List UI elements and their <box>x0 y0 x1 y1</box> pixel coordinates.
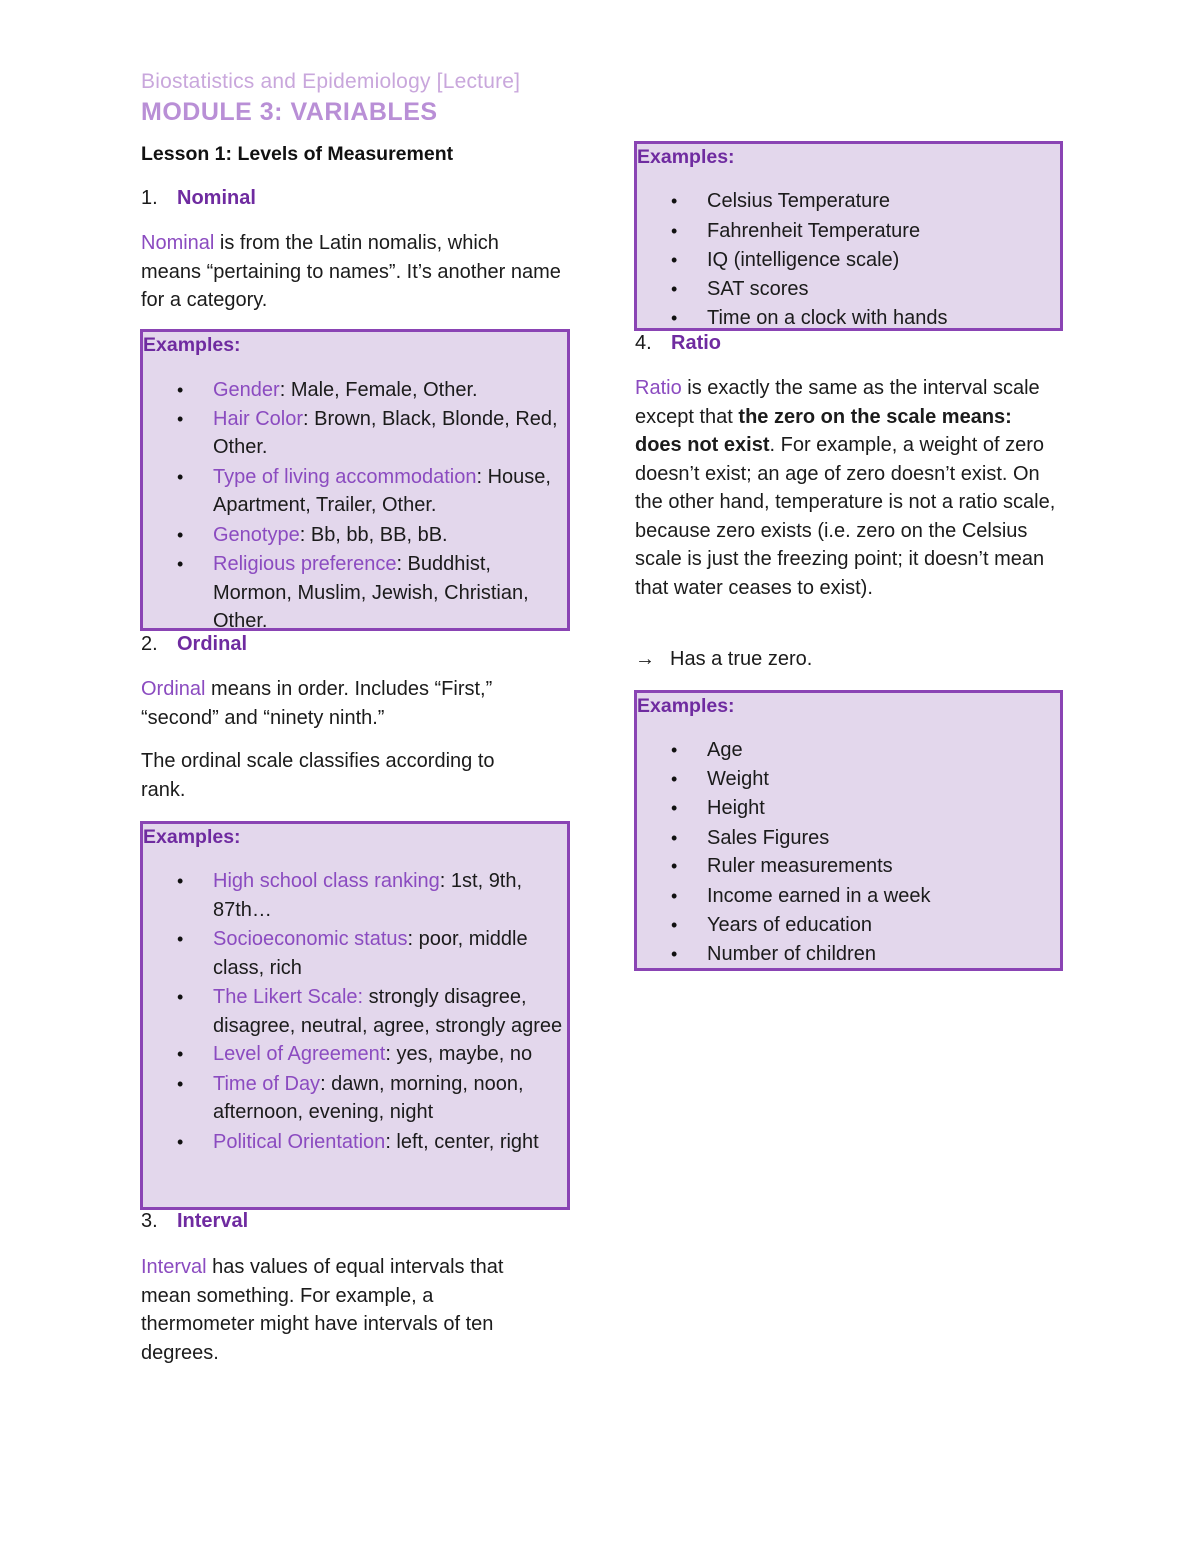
section-number: 4. <box>635 332 652 354</box>
section-number: 2. <box>141 633 158 655</box>
example-values: : poor, middle class, rich <box>213 928 528 979</box>
example-values: : Male, Female, Other. <box>279 379 478 401</box>
example-values: strongly disagree, disagree, neutral, agree, strongly agree <box>213 986 563 1037</box>
list-item <box>143 463 567 520</box>
example-values: : yes, maybe, no <box>385 1043 533 1065</box>
section-heading-ratio <box>635 332 721 355</box>
right-arrow-icon: → <box>635 648 655 670</box>
lesson-title: Lesson 1: Levels of Measurement <box>141 143 454 165</box>
section-title: Nominal <box>177 187 256 209</box>
list-item <box>143 983 567 1040</box>
list-item: • Sales Figures <box>637 824 1060 853</box>
list-item: • Weight <box>637 765 1060 794</box>
list-item: • Ruler measurements <box>637 852 1060 881</box>
example-term: Level of Agreement <box>213 1043 386 1065</box>
course-title: Biostatistics and Epidemiology [Lecture] <box>141 70 521 93</box>
examples-box-ratio <box>634 690 1063 971</box>
list-item <box>143 867 567 924</box>
section-heading-ordinal <box>141 633 247 656</box>
list-item <box>143 1040 567 1069</box>
example-term: Type of living accommodation <box>213 465 477 488</box>
paragraph-text: has values of equal intervals that mean something. For example, a thermometer might have intervals of ten degrees. <box>141 1256 504 1364</box>
section-number: 1. <box>141 187 158 209</box>
term-highlight: Nominal <box>141 232 215 254</box>
section-title: Ratio <box>671 332 721 354</box>
section-number: 3. <box>141 1210 158 1232</box>
list-item: • Time on a clock with hands <box>637 304 1060 333</box>
examples-list <box>637 736 1060 968</box>
example-term: Gender <box>213 379 280 401</box>
examples-label: Examples: <box>143 334 241 356</box>
ratio-note <box>635 648 812 671</box>
list-item <box>143 376 567 405</box>
example-values: : Bb, bb, BB, bB. <box>299 523 448 546</box>
section-title: Interval <box>177 1210 249 1232</box>
interval-paragraph <box>141 1253 551 1367</box>
examples-label: Examples: <box>143 826 241 848</box>
section-title: Ordinal <box>177 633 248 655</box>
paragraph-bold-text: the zero on the scale means: does not exist <box>635 405 1012 456</box>
ordinal-paragraph-2: The ordinal scale classifies according to rank. <box>141 750 495 801</box>
list-item: • SAT scores <box>637 275 1060 304</box>
list-item <box>143 1070 567 1127</box>
example-values: : Buddhist, Mormon, Muslim, Jewish, Christian, Other. <box>213 553 529 632</box>
example-term: The Likert Scale: <box>213 986 364 1008</box>
paragraph-text: means in order. Includes “First,” “second” and “ninety ninth.” <box>141 678 493 729</box>
examples-box-ordinal <box>140 821 570 1210</box>
example-term: Religious preference <box>213 553 397 575</box>
paragraph-text: is exactly the same as the interval scale except that <box>635 377 1040 428</box>
list-item: • Fahrenheit Temperature <box>637 217 1060 246</box>
list-item: • Number of children <box>637 940 1060 969</box>
example-term: Political Orientation <box>213 1130 386 1153</box>
example-term: High school class ranking <box>213 870 440 892</box>
examples-list <box>143 867 567 1156</box>
example-term: Hair Color <box>213 407 304 430</box>
section-heading-interval <box>141 1210 248 1233</box>
term-highlight: Ratio <box>635 377 682 399</box>
examples-list <box>143 376 567 636</box>
example-term: Socioeconomic status <box>213 928 408 950</box>
list-item: • Age <box>637 736 1060 765</box>
paragraph-text: . For example, a weight of zero doesn’t exist; an age of zero doesn’t exist. On the other hand, temperature is not a ratio scale, because zero exists (i.e. zero on the Celsius scale is just the freezing point; it doesn’t mean that water ceases to exist). <box>635 434 1056 599</box>
list-item <box>143 550 567 636</box>
example-values: : dawn, morning, noon, afternoon, evening, night <box>213 1072 524 1123</box>
list-item: • Celsius Temperature <box>637 187 1060 216</box>
nominal-paragraph <box>141 229 561 315</box>
list-item: • Income earned in a week <box>637 882 1060 911</box>
list-item <box>143 405 567 462</box>
note-text: Has a true zero. <box>670 648 813 670</box>
term-highlight: Interval <box>141 1256 207 1278</box>
example-term: Genotype <box>213 523 300 546</box>
ordinal-paragraph <box>141 675 541 732</box>
list-item <box>143 521 567 550</box>
list-item <box>143 925 567 982</box>
term-highlight: Ordinal <box>141 678 206 700</box>
examples-label: Examples: <box>637 146 735 168</box>
module-title: MODULE 3: VARIABLES <box>141 98 438 126</box>
list-item: • Height <box>637 794 1060 823</box>
section-heading-nominal <box>141 187 256 210</box>
examples-label: Examples: <box>637 695 735 717</box>
example-values: : Brown, Black, Blonde, Red, Other. <box>213 407 558 458</box>
list-item: • Years of education <box>637 911 1060 940</box>
ratio-paragraph <box>635 374 1060 602</box>
example-values: : 1st, 9th, 87th… <box>213 870 523 921</box>
paragraph-text: is from the Latin nomalis, which means “pertaining to names”. It’s another name for a category. <box>141 232 561 311</box>
examples-box-interval <box>634 141 1063 331</box>
list-item: • IQ (intelligence scale) <box>637 246 1060 275</box>
examples-list <box>637 187 1060 333</box>
example-term: Time of Day <box>213 1072 321 1095</box>
examples-box-nominal <box>140 329 570 631</box>
list-item <box>143 1128 567 1157</box>
example-values: : left, center, right <box>385 1130 539 1153</box>
example-values: : House, Apartment, Trailer, Other. <box>213 465 551 516</box>
